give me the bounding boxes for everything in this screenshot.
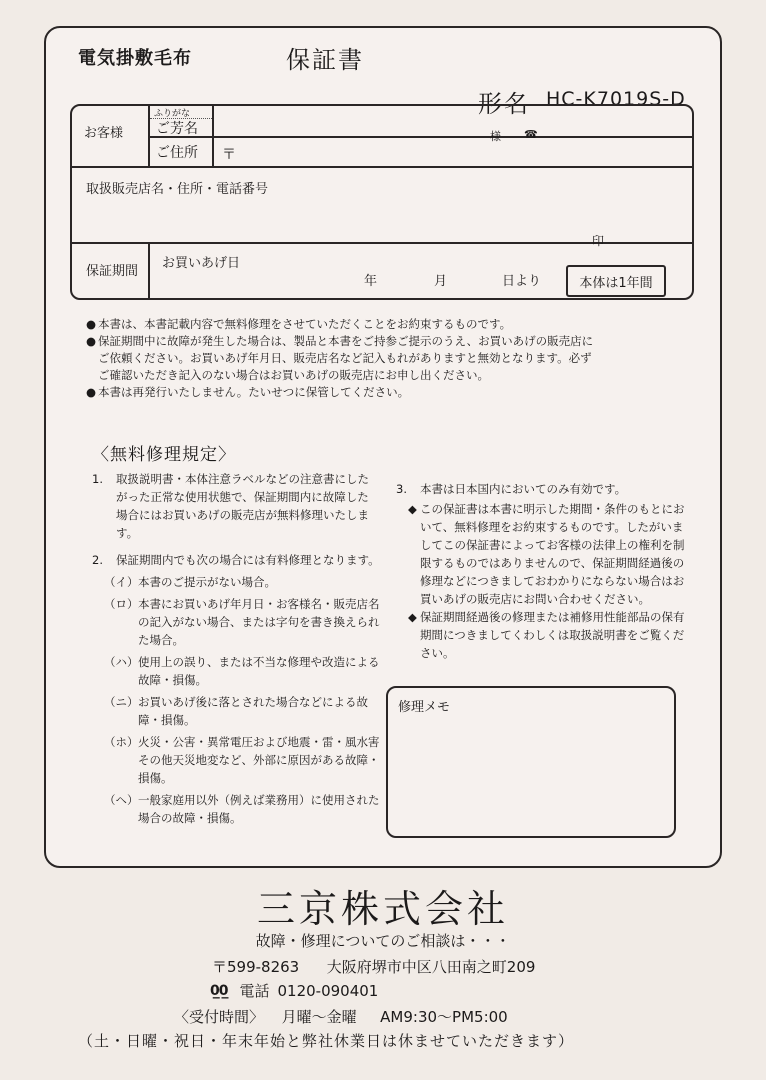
company-address [212,956,535,977]
rules-left-column: 1. 取扱説明書・本体注意ラベルなどの注意書にしたがった正常な使用状態で、保証期間内に故障した場合にはお買いあげの販売店が無料修理いたします。 2. 保証期間内でも次の場合には有料修理となります。 （イ） 本書のご提示がない場合。 （ロ） 本書にお買いあげ年月日・お客様名・販売店名の記入がない場合、または字句を書き換えられた場合。 （ハ） 使用上の誤り、または不当な修理や改造による故障・損傷。 （ニ） お買いあげ後に落とされた場合などによる故障・損傷。 （ホ） 火災・公害・異常電圧および地震・雷・風水害その他天災地変など、外部に原因がある故障・損傷。 （ヘ） 一般家庭用以外（例えば業務用）に使用された場合の故障・損傷。 [92,472,380,825]
customer-label: お客様 [84,126,124,141]
tel-number: 0120-090401 [277,981,379,1000]
note-line: 本書は再発行いたしません。たいせつに保管してください。 [98,385,410,399]
document-title: 保証書 [286,46,364,74]
honorific: 様 [490,130,501,143]
model-number: HC-K7019S-D [546,88,686,110]
rule-note: この保証書は本書に明示した期間・条件のもとにおいて、無料修理をお約束するものです。したがいましてこの保証書によってお客様の法律上の権利を制限するものではありませんので、保証期間経過後の修理などにつきましておわかりにならない場合はお買いあげの販売店にお問い合わせください。 [420,502,685,606]
day-from-label: 日より [502,274,542,289]
model-label: 形名 [478,90,530,118]
notes: ● 本書は、本書記載内容で無料修理をさせていただくことをお約束するものです。 ● 保証期間中に故障が発生した場合は、製品と本書をご持参ご提示のうえ、お買いあげの販売店に ご依頼ください。お買いあげ年月日、販売店名など記入もれがありますと無効となります。必ず ご確認いただき記入のない場合はお買いあげの販売店にお申し出ください。 ● 本書は再発行いたしません。たいせつに保管してください。 [86,316,686,401]
note-line: ご確認いただき記入のない場合はお買いあげの販売店にお申し出ください。 [98,368,489,382]
repair-memo-label: 修理メモ [398,700,451,715]
rule-sub-item: 本書のご提示がない場合。 [138,575,276,589]
tel-label: 電話 [239,982,270,1000]
note-line: 保証期間中に故障が発生した場合は、製品と本書をご持参ご提示のうえ、お買いあげの販売店に [98,334,594,348]
free-dial-icon: 0̲0̲ [210,982,228,999]
dealer-label: 取扱販売店名・住所・電話番号 [86,182,269,197]
rule-sub-item: 使用上の誤り、または不当な修理や改造による故障・損傷。 [138,655,380,687]
company-phone [210,980,378,1001]
seal-mark: 印 [592,234,605,248]
postal-code: 〒599-8263 [212,958,300,976]
contact-lead: 故障・修理についてのご相談は・・・ [255,932,511,950]
hours-label: 〈受付時間〉 [174,1008,265,1026]
repair-memo-box [386,686,676,838]
product-name: 電気掛敷毛布 [78,48,192,69]
free-repair-rules-title: 〈無料修理規定〉 [92,445,236,465]
furigana-label: ふりがな [154,109,191,119]
rule-item-1: 取扱説明書・本体注意ラベルなどの注意書にしたがった正常な使用状態で、保証期間内に故障した場合にはお買いあげの販売店が無料修理いたします。 [116,472,369,540]
rule-sub-item: 火災・公害・異常電圧および地震・雷・風水害その他天災地変など、外部に原因がある故障・損傷。 [138,735,380,785]
company-name: 三京株式会社 [256,887,509,931]
rule-item-3: 本書は日本国内においてのみ有効です。 [420,482,627,496]
address-label: ご住所 [156,145,198,161]
rule-note: 保証期間経過後の修理または補修用性能部品の保有期間につきましてくわしくは取扱説明書をご覧ください。 [420,610,685,660]
street-address: 大阪府堺市中区八田南之町209 [326,958,536,976]
rule-sub-item: 本書にお買いあげ年月日・お客様名・販売店名の記入がない場合、または字句を書き換えられた場合。 [138,597,380,647]
phone-icon: ☎ [524,128,538,141]
rule-item-2: 保証期間内でも次の場合には有料修理となります。 [116,553,380,567]
note-line: ご依頼ください。お買いあげ年月日、販売店名など記入もれがありますと無効となります。必ず [98,351,592,365]
rule-sub-item: 一般家庭用以外（例えば業務用）に使用された場合の故障・損傷。 [138,793,380,825]
name-label: ご芳名 [156,121,198,137]
month-label: 月 [434,274,448,289]
rule-sub-item: お買いあげ後に落とされた場合などによる故障・損傷。 [138,695,368,727]
rules-right-column: 3. 本書は日本国内においてのみ有効です。 ◆ この保証書は本書に明示した期間・条件のもとにおいて、無料修理をお約束するものです。したがいましてこの保証書によってお客様の法律上の権利を制限するものではありませんので、保証期間経過後の修理などにつきましておわかりにならない場合はお買いあげの販売店にお問い合わせください。 ◆ 保証期間経過後の修理または補修用性能部品の保有期間につきましてくわしくは取扱説明書をご覧ください。 [396,480,688,662]
holiday-notice: （土・日曜・祝日・年末年始と弊社休業日は休ませていただきます） [78,1032,575,1050]
business-hours [174,1006,508,1027]
business-days: 月曜～金曜 [281,1008,357,1026]
year-label: 年 [364,274,378,289]
hours-range: AM9:30～PM5:00 [380,1008,508,1026]
purchase-date-label: お買いあげ日 [162,256,241,271]
postal-mark: 〒 [222,147,236,163]
main-unit-period: 本体は1年間 [566,265,666,297]
warranty-period-label: 保証期間 [86,264,139,279]
note-line: 本書は、本書記載内容で無料修理をさせていただくことをお約束するものです。 [98,317,512,331]
